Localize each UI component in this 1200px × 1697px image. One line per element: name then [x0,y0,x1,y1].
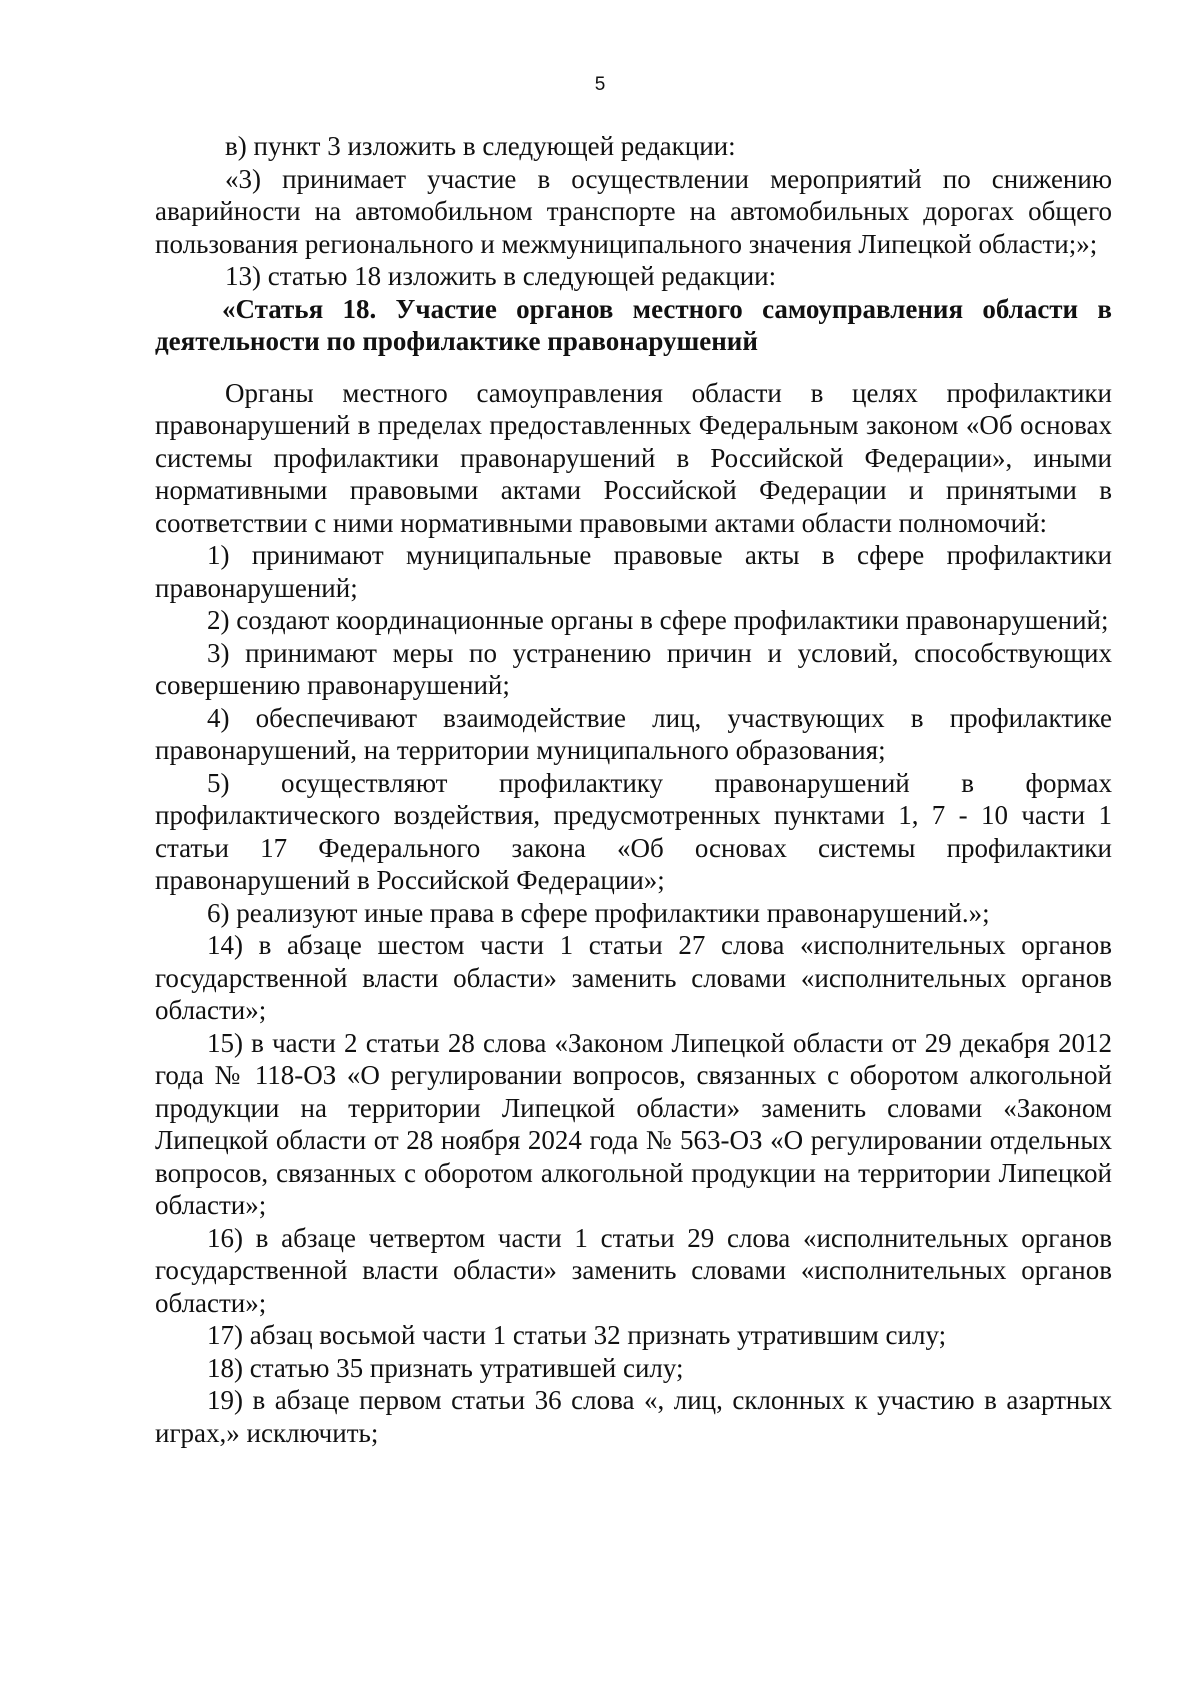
paragraph-point-3-text: «3) принимает участие в осуществлении мероприятий по снижению аварийности на автомобильном транспорте на автомобильных дорогах общего пользования регионального и межмуниципального значения Липецкой области;»; [155,163,1112,259]
paragraph-v-point-3: в) пункт 3 изложить в следующей редакции: [225,131,736,161]
list-item-1: 1) принимают муниципальные правовые акты в сфере профилактики правонарушений; [155,540,1112,603]
paragraph-item-13: 13) статью 18 изложить в следующей редакции: [225,261,777,291]
paragraph-item-15: 15) в части 2 статьи 28 слова «Законом Липецкой области от 29 декабря 2012 года № 118-ОЗ «О регулировании вопросов, связанных с оборотом алкогольной продукции на территории Липецкой области» заменить словами «Законом Липецкой области от 28 ноября 2024 года № 563-ОЗ «О регулировании отдельных вопросов, связанных с оборотом алкогольной продукции на территории Липецкой области»; [155,1027,1112,1220]
article-18-heading: «Статья 18. Участие органов местного самоуправления области в деятельности по профилактике правонарушений [155,293,1112,356]
paragraph-item-17: 17) абзац восьмой части 1 статьи 32 признать утратившим силу; [207,1320,947,1350]
list-item-5: 5) осуществляют профилактику правонарушений в формах профилактического воздействия, предусмотренных пунктами 1, 7 - 10 части 1 статьи 17 Федерального закона «Об основах системы профилактики правонарушений в Российской Федерации»; [155,767,1112,895]
list-item-2: 2) создают координационные органы в сфере профилактики правонарушений; [207,605,1109,635]
list-item-6: 6) реализуют иные права в сфере профилактики правонарушений.»; [207,897,990,928]
paragraph-item-16: 16) в абзаце четвертом части 1 статьи 29 слова «исполнительных органов государственной власти области» заменить словами «исполнительных органов области»; [155,1222,1112,1318]
paragraph-item-18: 18) статью 35 признать утратившей силу; [207,1352,684,1383]
document-body [155,130,1112,1449]
list-item-3: 3) принимают меры по устранению причин и условий, способствующих совершению правонарушений; [155,637,1112,700]
paragraph-item-14: 14) в абзаце шестом части 1 статьи 27 слова «исполнительных органов государственной власти области» заменить словами «исполнительных органов области»; [155,930,1112,1025]
page-number: 5 [594,74,606,95]
paragraph-item-19: 19) в абзаце первом статьи 36 слова «, лиц, склонных к участию в азартных играх,» исключить; [155,1385,1112,1448]
list-item-4: 4) обеспечивают взаимодействие лиц, участвующих в профилактике правонарушений, на территории муниципального образования; [155,702,1112,765]
paragraph-article-18-intro: Органы местного самоуправления области в целях профилактики правонарушений в пределах предоставленных Федеральным законом «Об основах системы профилактики правонарушений в Российской Федерации», иными нормативными правовыми актами Российской Федерации и принятыми в соответствии с ними нормативными правовыми актами области полномочий: [155,377,1112,538]
